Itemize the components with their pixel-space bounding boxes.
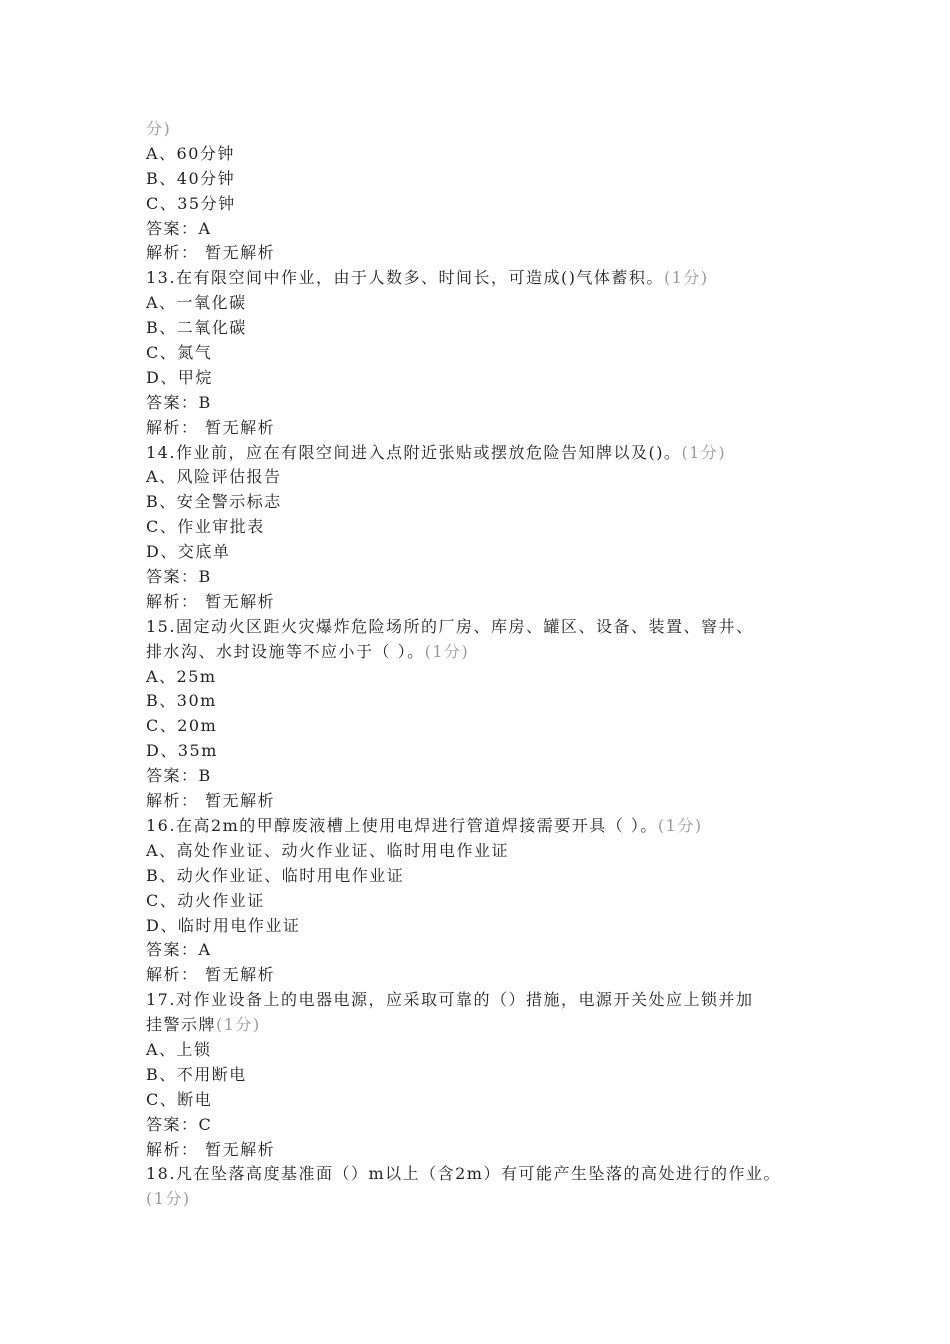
question-text: 16.在高2m的甲醇废液槽上使用电焊进行管道焊接需要开具（ ）。(1分) [146, 815, 703, 835]
option-line: C、氮气 [146, 343, 213, 363]
option-line: B、30m [146, 691, 217, 711]
option-line: B、二氧化碳 [146, 318, 247, 338]
option-line: C、断电 [146, 1089, 213, 1109]
question-score: (1分) [424, 641, 470, 661]
option-line: C、20m [146, 716, 218, 736]
answer-line: 答案：B [146, 392, 212, 412]
question-score: (1分) [146, 1189, 191, 1209]
option-line: C、作业审批表 [146, 517, 265, 537]
question-score: (1分) [681, 442, 727, 462]
question-text: 17.对作业设备上的电器电源，应采取可靠的（）措施，电源开关处应上锁并加 [146, 990, 754, 1010]
analysis-line: 解析： 暂无解析 [146, 591, 276, 611]
option-line: B、动火作业证、临时用电作业证 [146, 865, 405, 885]
answer-line: 答案：A [146, 218, 212, 238]
question-text: 14.作业前，应在有限空间进入点附近张贴或摆放危险告知牌以及()。(1分) [146, 442, 727, 462]
option-line: B、不用断电 [146, 1064, 247, 1084]
option-line: A、60分钟 [146, 143, 235, 163]
question-score: (1分) [657, 815, 703, 835]
answer-line: 答案：C [146, 1114, 213, 1134]
option-line: B、40分钟 [146, 168, 236, 188]
question-text: 15.固定动火区距火灾爆炸危险场所的厂房、库房、罐区、设备、装置、窨井、 [146, 616, 754, 636]
option-line: D、临时用电作业证 [146, 915, 301, 935]
continuation-score-line [146, 117, 826, 142]
option-line: D、交底单 [146, 542, 231, 562]
option-line: D、甲烷 [146, 367, 213, 387]
option-line: C、35分钟 [146, 193, 236, 213]
question-text: 18.凡在坠落高度基准面（）m以上（含2m）有可能产生坠落的高处进行的作业。 [146, 1164, 781, 1184]
analysis-line: 解析： 暂无解析 [146, 417, 276, 437]
option-line: A、一氧化碳 [146, 293, 247, 313]
answer-line: 答案：A [146, 940, 212, 960]
option-line: A、25m [146, 666, 217, 686]
option-line: A、上锁 [146, 1039, 212, 1059]
option-line: D、35m [146, 741, 218, 761]
question-text: 13.在有限空间中作业，由于人数多、时间长，可造成()气体蓄积。(1分) [146, 268, 709, 288]
answer-line: 答案：B [146, 766, 212, 786]
option-line: B、安全警示标志 [146, 492, 282, 512]
question-text: 挂警示牌(1分) [146, 1015, 261, 1035]
question-score: (1分) [216, 1015, 261, 1035]
question-list [146, 117, 826, 1212]
question-score: (1分) [663, 268, 709, 288]
question-text: 排水沟、水封设施等不应小于（ ）。(1分) [146, 641, 470, 661]
question-score: 分) [146, 119, 172, 138]
answer-line: 答案：B [146, 567, 212, 587]
option-line: A、高处作业证、动火作业证、临时用电作业证 [146, 840, 510, 860]
analysis-line: 解析： 暂无解析 [146, 791, 276, 811]
analysis-line: 解析： 暂无解析 [146, 1139, 276, 1159]
option-line: C、动火作业证 [146, 890, 265, 910]
analysis-line: 解析： 暂无解析 [146, 243, 276, 263]
question-score-line [146, 1187, 826, 1212]
option-line: A、风险评估报告 [146, 467, 282, 487]
analysis-line: 解析： 暂无解析 [146, 965, 276, 985]
